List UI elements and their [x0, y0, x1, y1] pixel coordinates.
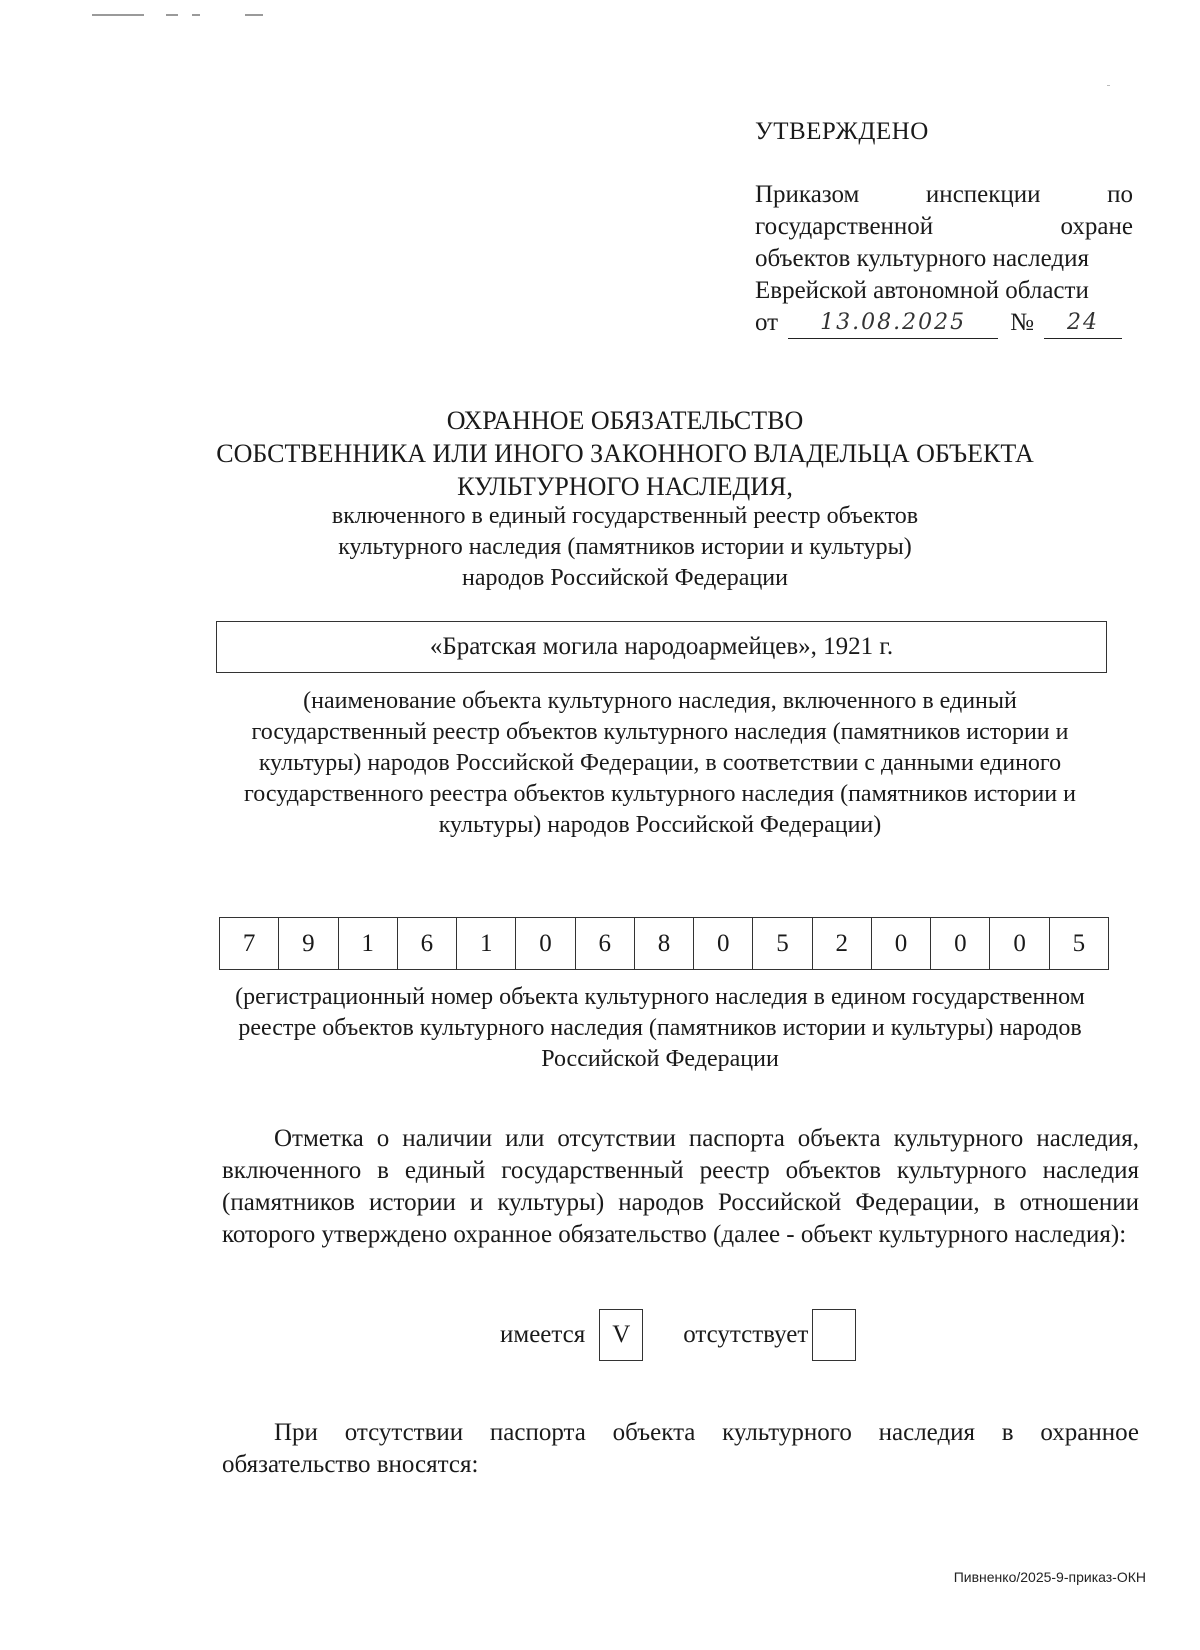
approval-line: объектов культурного наследия [755, 245, 1089, 272]
approval-line: государственной охране [755, 213, 1133, 240]
passport-present-label: имеется [500, 1321, 586, 1348]
registration-digit-cell: 0 [694, 918, 753, 969]
title-line: ОХРАННОЕ ОБЯЗАТЕЛЬСТВО [446, 406, 804, 435]
registration-digit-cell: 0 [990, 918, 1049, 969]
approval-line: Еврейской автономной области [755, 277, 1089, 304]
registration-digit-cell: 9 [279, 918, 338, 969]
approval-line: Приказом инспекции по [755, 181, 1133, 208]
registration-digit-cell: 1 [457, 918, 516, 969]
registration-digit-cell: 2 [813, 918, 872, 969]
approval-heading: УТВЕРЖДЕНО [755, 118, 929, 145]
registration-digit-cell: 6 [576, 918, 635, 969]
document-subtitle [240, 501, 1010, 594]
registration-digit-cell: 5 [753, 918, 812, 969]
subtitle-line: народов Российской Федерации [462, 565, 788, 591]
object-name-value: «Братская могила народоармейцев», 1921 г. [429, 633, 894, 660]
title-line: СОБСТВЕННИКА ИЛИ ИНОГО ЗАКОННОГО ВЛАДЕЛЬЦА ОБЪЕКТА [216, 439, 1034, 468]
subtitle-line: культурного наследия (памятников истории и культуры) [338, 534, 912, 560]
footer-reference: Пивненко/2025-9-приказ-ОКН [953, 1569, 1146, 1585]
number-sign: № [1010, 309, 1034, 336]
object-name-field [216, 621, 1107, 673]
passport-absent-checkbox[interactable] [812, 1309, 856, 1361]
passport-options-row [500, 1308, 856, 1362]
passport-present-checkbox[interactable]: V [599, 1309, 643, 1361]
registration-digit-cell: 8 [635, 918, 694, 969]
passport-note-paragraph [222, 1123, 1139, 1251]
registration-digit-cell: 7 [220, 918, 279, 969]
approval-order-text [755, 179, 1133, 307]
registration-digit-cell: 0 [872, 918, 931, 969]
passport-absent-label: отсутствует [683, 1321, 809, 1348]
registration-digit-cell: 0 [931, 918, 990, 969]
registration-digit-cell: 0 [516, 918, 575, 969]
passport-note-text: Отметка о наличии или отсутствии паспорта объекта культурного наследия, включенного в единый государственный реестр объектов культурного наследия (памятников истории и культуры) народов Российской Федерации, в отношении которого утверждено охранное обязательство (далее - объект культурного наследия): [222, 1125, 1139, 1248]
handwritten-order-number: 24 [1044, 308, 1122, 339]
object-name-caption: (наименование объекта культурного наследия, включенного в единый государственный реестр объектов культурного наследия (памятников истории и культуры) народов Российской Федерации, в соответствии с данными единого государственного реестра объектов культурного наследия (памятников истории и культуры) народов Российской Федерации) [244, 688, 1076, 838]
handwritten-date: 13.08.2025 [788, 308, 998, 339]
scan-artifact-dot [1107, 85, 1110, 86]
approval-date-number-row [755, 307, 1133, 339]
registration-number-grid [219, 917, 1109, 970]
registration-digit-cell: 5 [1072, 929, 1086, 957]
registration-digit-cell: 1 [339, 918, 398, 969]
no-passport-paragraph [222, 1417, 1139, 1481]
document-title [200, 404, 1050, 503]
approval-block [755, 116, 1133, 339]
from-label: от [755, 309, 779, 336]
registration-number-caption: (регистрационный номер объекта культурного наследия в едином государственном реестре объектов культурного наследия (памятников истории и культуры) народов Российской Федерации [235, 984, 1085, 1072]
subtitle-line: включенного в единый государственный реестр объектов [331, 503, 919, 529]
title-line: КУЛЬТУРНОГО НАСЛЕДИЯ, [457, 472, 793, 501]
registration-digit-cell: 6 [398, 918, 457, 969]
no-passport-text: При отсутствии паспорта объекта культурного наследия в охранное обязательство вносятся: [222, 1419, 1139, 1478]
